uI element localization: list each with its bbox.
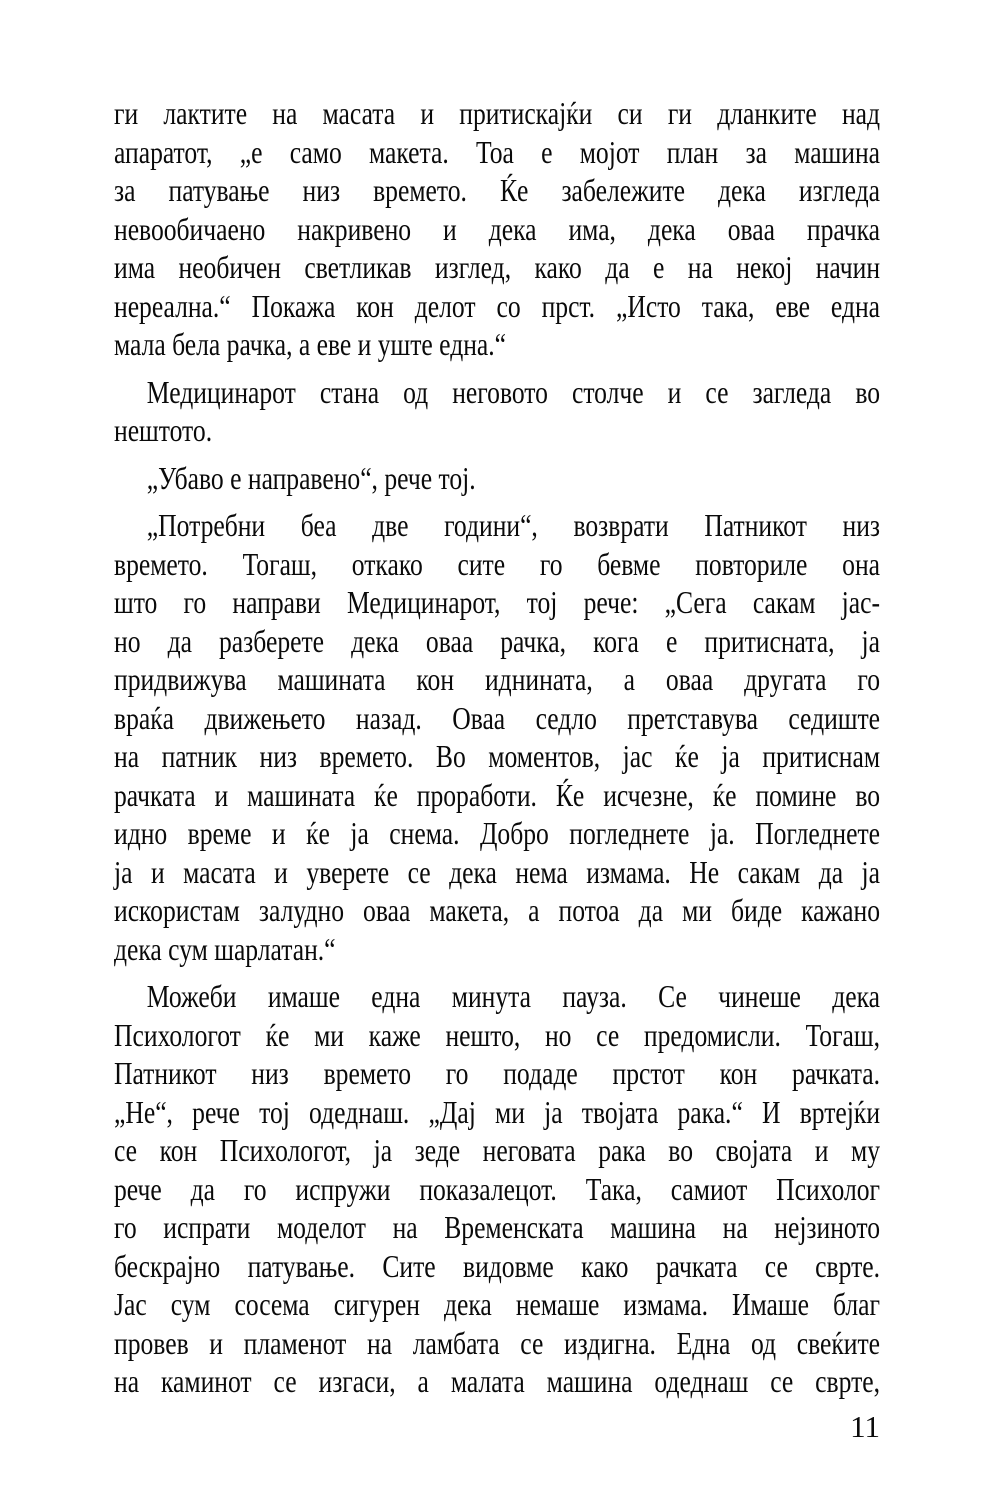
text-line: провев и пламенот на ламбата се издигна. Една од свеќите <box>114 1324 881 1361</box>
text-line: има необичен светликав изглед, како да е на некој начин <box>114 249 881 285</box>
paragraph <box>114 977 880 1401</box>
text-line: бескрајно патување. Сите видовме како рачката се сврте. <box>114 1247 881 1284</box>
text-line: ги лактите на масата и притискајќи си ги дланките над <box>114 95 881 131</box>
text-line: Можеби имаше една минута пауза. Се чинеше дека <box>146 978 881 1014</box>
text-line: рече да го испружи показалецот. Така, самиот Психолог <box>114 1170 881 1207</box>
text-line: Јас сум сосема сигурен дека немаше измама. Имаше благ <box>114 1286 881 1322</box>
text-line: се кон Психологот, ја зеде неговата рака во својата и му <box>114 1132 881 1168</box>
paragraph <box>114 94 880 364</box>
text-line: апаратот, „е само макета. Тоа е мојот план за машина <box>114 133 881 170</box>
page-number: 11 <box>850 1409 880 1444</box>
text-line: Патникот низ времето го подаде прстот кон рачката. <box>114 1055 881 1091</box>
text-line: „Убаво е направено“, рече тој. <box>146 459 476 496</box>
text-line: ја и масата и уверете се дека нема измама. Не сакам да ја <box>114 853 881 890</box>
text-line: рачката и машината ќе проработи. Ќе исчезне, ќе помине во <box>114 776 881 813</box>
text-line: го испрати моделот на Временската машина на нејзиното <box>114 1209 881 1245</box>
text-line: времето. Тогаш, откако сите го бевме повториле она <box>114 545 881 582</box>
text-line: за патување низ времето. Ќе забележите дека изгледа <box>114 172 881 208</box>
paragraph <box>114 506 880 968</box>
text-line: враќа движењето назад. Оваа седло претставува седиште <box>114 699 881 736</box>
text-line: на патник низ времето. Во моментов, јас ќе ја притиснам <box>114 738 881 774</box>
text-line: мала бела рачка, а еве и уште една.“ <box>114 326 507 362</box>
text-line: Психологот ќе ми каже нешто, но се предомисли. Тогаш, <box>114 1016 881 1053</box>
body-text <box>114 94 880 1401</box>
text-line: невообичаено накривено и дека има, дека оваа прачка <box>114 210 881 247</box>
text-line: на каминот се изгаси, а малата машина одеднаш се сврте, <box>114 1363 881 1399</box>
text-line: „Не“, рече тој одеднаш. „Дај ми ја твојата рака.“ И вртејќи <box>114 1093 881 1130</box>
text-line: придвижува машината кон иднината, а оваа другата го <box>114 661 881 697</box>
text-line: што го направи Медицинарот, тој рече: „Сега сакам јас- <box>114 584 881 620</box>
text-line: нереална.“ Покажа кон делот со прст. „Исто така, еве една <box>114 287 881 324</box>
text-line: „Потребни беа две години“, возврати Патникот низ <box>146 507 881 543</box>
text-line: нештото. <box>114 412 213 448</box>
text-line: но да разберете дека оваа рачка, кога е притисната, ја <box>114 622 881 659</box>
text-line: искористам залудно оваа макета, а потоа да ми биде кажано <box>114 892 881 928</box>
paragraph <box>114 373 880 450</box>
paragraph <box>114 459 880 498</box>
text-line: дека сум шарлатан.“ <box>114 930 336 967</box>
text-line: Медицинарот стана од неговото столче и се загледа во <box>146 373 881 410</box>
text-line: идно време и ќе ја снема. Добро погледнете ја. Погледнете <box>114 815 881 851</box>
